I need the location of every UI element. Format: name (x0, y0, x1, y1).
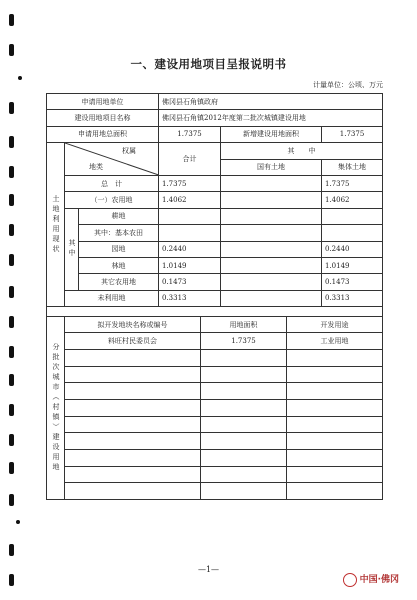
dev-area (201, 349, 287, 366)
binding-hole (9, 44, 14, 56)
binding-hole (9, 404, 14, 416)
row-collective: 1.4062 (322, 192, 383, 208)
row-state (221, 208, 322, 224)
dev-area (201, 483, 287, 500)
dev-use (287, 399, 383, 416)
table-row (47, 192, 383, 208)
binding-hole (9, 286, 14, 298)
project-label: 建设用地项目名称 (47, 110, 159, 126)
unit-label: 计量单位：公顷、万元 (313, 81, 383, 89)
row-state (221, 175, 322, 191)
logo-icon (343, 573, 357, 587)
applicant-label: 申请用地单位 (47, 94, 159, 110)
dev-use (287, 383, 383, 400)
dev-area (201, 433, 287, 450)
row-collective: 0.2440 (322, 241, 383, 257)
row-label: 耕地 (79, 208, 159, 224)
row-collective: 0.3313 (322, 290, 383, 306)
binding-hole (9, 462, 14, 474)
dev-area (201, 383, 287, 400)
land-status-side-label: 土地利用现状 (47, 143, 65, 307)
dev-use-header: 开发用途 (287, 317, 383, 333)
binding-dot (18, 76, 22, 80)
row-state (221, 192, 322, 208)
row-collective (322, 208, 383, 224)
dev-side-label: 分批次城市（村镇）建设用地 (47, 317, 65, 500)
row-state (221, 241, 322, 257)
watermark-text: 中国·佛冈 (359, 575, 399, 585)
table-row (47, 241, 383, 257)
row-collective: 1.0149 (322, 257, 383, 273)
watermark-logo (343, 572, 399, 587)
ownership-label: 权属 (122, 147, 136, 156)
binding-dot (16, 520, 20, 524)
row-label: 未利用地 (65, 290, 159, 306)
applicant-row (47, 94, 383, 110)
row-total: 1.4062 (159, 192, 221, 208)
dev-row (47, 366, 383, 383)
land-type-label: 地类 (89, 162, 103, 171)
row-label: 园地 (79, 241, 159, 257)
dev-row (47, 483, 383, 500)
dev-name (65, 449, 201, 466)
dev-name-header: 拟开发地块名称或编号 (65, 317, 201, 333)
dev-row (47, 466, 383, 483)
row-total (159, 208, 221, 224)
binding-holes (0, 0, 24, 600)
row-total: 0.3313 (159, 290, 221, 306)
binding-hole (9, 316, 14, 328)
dev-name: 料旺村民委员会 (65, 333, 201, 349)
dev-name (65, 349, 201, 366)
project-value: 佛冈县石角镇2012年度第二批次城镇建设用地 (159, 110, 383, 126)
dev-header-row (47, 317, 383, 333)
row-collective: 0.1473 (322, 274, 383, 290)
row-label: （一）农用地 (65, 192, 159, 208)
dev-area (201, 449, 287, 466)
row-total: 0.1473 (159, 274, 221, 290)
dev-row (47, 416, 383, 433)
diagonal-header (65, 143, 159, 176)
binding-hole (9, 574, 14, 586)
row-state (221, 257, 322, 273)
binding-hole (9, 254, 14, 266)
total-area-value: 1.7375 (159, 126, 221, 142)
table-row (47, 274, 383, 290)
row-state (221, 290, 322, 306)
dev-row (47, 333, 383, 349)
project-row (47, 110, 383, 126)
header-row-1 (47, 143, 383, 159)
dev-name (65, 416, 201, 433)
dev-name (65, 383, 201, 400)
table-row (47, 175, 383, 191)
dev-area (201, 466, 287, 483)
row-total: 1.0149 (159, 257, 221, 273)
dev-name (65, 366, 201, 383)
binding-hole (9, 346, 14, 358)
area-row (47, 126, 383, 142)
binding-hole (9, 14, 14, 26)
row-total (159, 225, 221, 241)
binding-hole (9, 136, 14, 148)
row-label: 其中：基本农田 (79, 225, 159, 241)
row-collective: 1.7375 (322, 175, 383, 191)
row-collective (322, 225, 383, 241)
binding-hole (9, 166, 14, 178)
dev-use: 工业用地 (287, 333, 383, 349)
dev-row (47, 349, 383, 366)
dev-name (65, 466, 201, 483)
row-label: 林地 (79, 257, 159, 273)
land-use-table (46, 93, 383, 500)
dev-area: 1.7375 (201, 333, 287, 349)
new-area-label: 新增建设用地面积 (221, 126, 322, 142)
total-area-label: 申请用地总面积 (47, 126, 159, 142)
dev-name (65, 483, 201, 500)
dev-area-header: 用地面积 (201, 317, 287, 333)
dev-use (287, 366, 383, 383)
row-state (221, 274, 322, 290)
dev-name (65, 399, 201, 416)
qizhong-label: 其中 (65, 208, 79, 290)
applicant-value: 佛冈县石角镇政府 (159, 94, 383, 110)
among-header: 其 中 (221, 143, 383, 159)
table-row (47, 290, 383, 306)
table-row (47, 225, 383, 241)
dev-name (65, 433, 201, 450)
document-title: 一、建设用地项目呈报说明书 (130, 57, 287, 71)
diagonal-line (65, 143, 158, 175)
dev-use (287, 483, 383, 500)
dev-area (201, 416, 287, 433)
row-label: 其它农用地 (79, 274, 159, 290)
row-state (221, 225, 322, 241)
dev-use (287, 466, 383, 483)
row-total: 0.2440 (159, 241, 221, 257)
page-number: —1— (197, 565, 220, 574)
dev-area (201, 399, 287, 416)
table-row (47, 257, 383, 273)
table-row (47, 208, 383, 224)
binding-hole (9, 544, 14, 556)
binding-hole (9, 494, 14, 506)
dev-row (47, 433, 383, 450)
collective-land-header: 集体土地 (322, 159, 383, 175)
total-header: 合计 (159, 143, 221, 176)
dev-use (287, 416, 383, 433)
state-land-header: 国有土地 (221, 159, 322, 175)
dev-row (47, 383, 383, 400)
dev-use (287, 449, 383, 466)
binding-hole (9, 434, 14, 446)
dev-use (287, 433, 383, 450)
spacer-cell (47, 307, 383, 317)
new-area-value: 1.7375 (322, 126, 383, 142)
binding-hole (9, 374, 14, 386)
dev-use (287, 349, 383, 366)
dev-row (47, 399, 383, 416)
binding-hole (9, 102, 14, 114)
row-label: 总 计 (65, 175, 159, 191)
spacer-row (47, 307, 383, 317)
binding-hole (9, 224, 14, 236)
dev-row (47, 449, 383, 466)
binding-hole (9, 194, 14, 206)
row-total: 1.7375 (159, 175, 221, 191)
dev-area (201, 366, 287, 383)
